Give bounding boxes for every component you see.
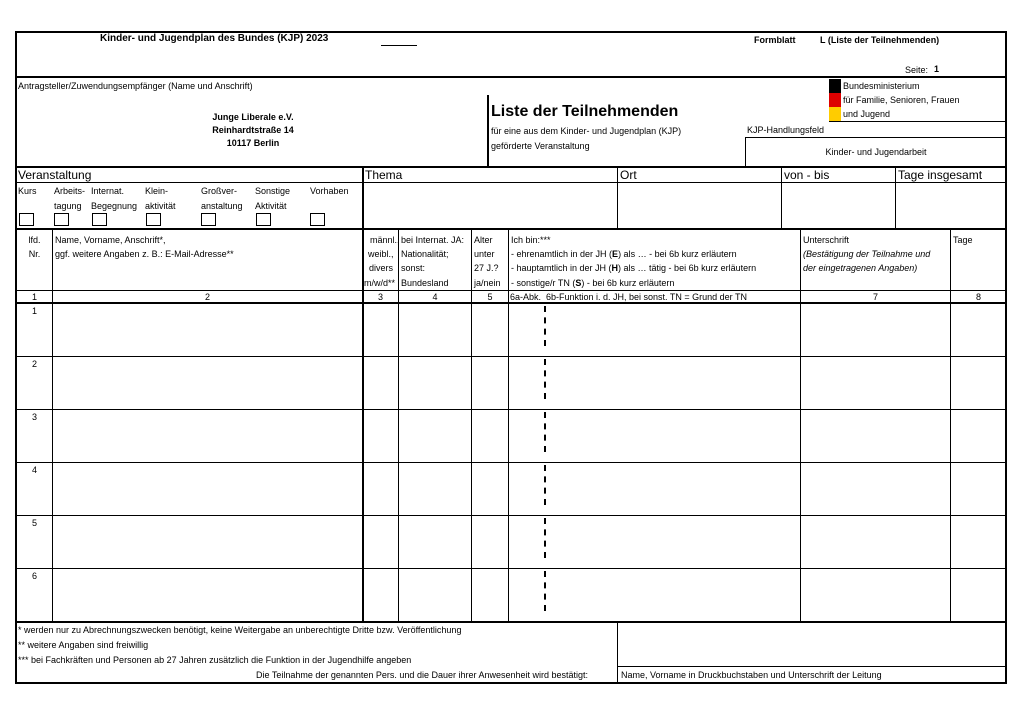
dash-separator-6 (544, 571, 546, 611)
von-bis-field[interactable] (783, 184, 894, 228)
row-number: 2 (31, 359, 37, 369)
list-title: Liste der Teilnehmenden (491, 103, 679, 120)
col5-header-4: ja/nein (474, 278, 501, 288)
type-arbeitstagung-checkbox[interactable] (54, 213, 69, 226)
col6-header-2 (511, 249, 737, 260)
col4-header-3: sonst: (401, 263, 426, 273)
type-sonstige-checkbox[interactable] (256, 213, 271, 226)
type-begegnung-label-2: Begegnung (91, 201, 138, 211)
type-kurs-checkbox[interactable] (19, 213, 34, 226)
list-subtitle-2: geförderte Veranstaltung (491, 141, 590, 151)
list-title-divider (487, 95, 489, 167)
row-number: 1 (31, 306, 37, 316)
event-divider-bottom (15, 228, 1007, 230)
formblatt-value: L (Liste der Teilnehmenden) (820, 35, 940, 45)
type-grossveranstaltung-checkbox[interactable] (201, 213, 216, 226)
ministry-underline (829, 121, 1007, 122)
type-vorhaben-label: Vorhaben (310, 186, 349, 196)
thema-field[interactable] (364, 184, 616, 228)
type-begegnung-checkbox[interactable] (92, 213, 107, 226)
col-number-3: 3 (377, 292, 383, 302)
german-flag-icon (829, 79, 841, 121)
type-sonstige-label-1: Sonstige (255, 186, 291, 196)
col-number-6a: 6a-Abk. (510, 292, 542, 302)
col6-e-suffix: ) als … - bei 6b kurz erläutern (618, 249, 737, 259)
applicant-label: Antragsteller/Zuwendungsempfänger (Name und Anschrift) (18, 81, 253, 91)
footnote-1: * werden nur zu Abrechnungszwecken benötigt, keine Weitergabe an unberechtigte Dritte bzw. Veröffentlichung (18, 625, 462, 635)
ministry-line-3: und Jugend (843, 109, 891, 119)
year-underline (381, 45, 417, 46)
dash-separator-4 (544, 465, 546, 505)
type-arbeitstagung-label-2: tagung (54, 201, 82, 211)
type-grossveranstaltung-label-1: Großver- (201, 186, 237, 196)
ministry-line-1: Bundesministerium (843, 81, 920, 91)
col-number-5: 5 (487, 292, 493, 302)
applicant-name: Junge Liberale e.V. (212, 112, 294, 122)
page-number: 1 (934, 64, 940, 74)
row-entry-area[interactable] (53, 357, 1007, 409)
table-row (15, 304, 1007, 356)
type-kurs-label: Kurs (18, 186, 37, 196)
veranstaltung-label: Veranstaltung (18, 168, 92, 182)
col5-header-3: 27 J.? (474, 263, 499, 273)
col1-header-1: lfd. (28, 235, 41, 245)
col4-header-4: Bundesland (401, 278, 449, 288)
applicant-divider (15, 166, 1007, 168)
type-kleinaktivitaet-label-1: Klein- (145, 186, 169, 196)
col4-header-2: Nationalität; (401, 249, 449, 259)
col8-header-1: Tage (953, 235, 973, 245)
row-entry-area[interactable] (53, 463, 1007, 515)
confirmation-text: Die Teilnahme der genannten Pers. und die Dauer ihrer Anwesenheit wird bestätigt: (256, 670, 589, 680)
event-divider-2 (617, 166, 618, 229)
row-entry-area[interactable] (53, 569, 1007, 621)
col6-header-1: Ich bin:*** (511, 235, 551, 245)
col3-header-4: m/w/d** (364, 278, 396, 288)
type-kleinaktivitaet-label-2: aktivität (145, 201, 176, 211)
col1-header-2: Nr. (28, 249, 41, 259)
table-row (15, 357, 1007, 409)
footnote-2: ** weitere Angaben sind freiwillig (18, 640, 149, 650)
col7-header-3: der eingetragenen Angaben) (803, 263, 918, 273)
formblatt-label: Formblatt (754, 35, 796, 45)
flag-stripe-red (829, 93, 841, 107)
signature-label: Name, Vorname in Druckbuchstaben und Unterschrift der Leitung (621, 670, 882, 680)
row-number: 6 (31, 571, 37, 581)
col6-e-letter: E (612, 249, 619, 259)
type-arbeitstagung-label-1: Arbeits- (54, 186, 86, 196)
event-divider-3 (781, 166, 782, 229)
col-number-2: 2 (204, 292, 210, 302)
col7-header-1: Unterschrift (803, 235, 850, 245)
von-bis-label: von - bis (784, 168, 830, 182)
header-divider (15, 76, 1007, 78)
signature-field[interactable] (619, 624, 1006, 666)
row-entry-area[interactable] (53, 410, 1007, 462)
col-number-8: 8 (975, 292, 981, 302)
ort-field[interactable] (619, 184, 780, 228)
col4-header-1: bei Internat. JA: (401, 235, 465, 245)
applicant-street: Reinhardtstraße 14 (212, 125, 294, 135)
signature-underline (617, 666, 1007, 667)
applicant-city: 10117 Berlin (226, 138, 280, 148)
kjp-value: Kinder- und Jugendarbeit (825, 147, 927, 157)
footnote-3: *** bei Fachkräften und Personen ab 27 Jahren zusätzlich die Funktion in der Jugendhilfe angeben (18, 655, 412, 665)
table-row (15, 569, 1007, 621)
event-header-underline (15, 182, 1007, 183)
table-row (15, 516, 1007, 568)
program-title: Kinder- und Jugendplan des Bundes (KJP) 2023 (100, 33, 329, 44)
page-label: Seite: (905, 65, 929, 75)
type-begegnung-label-1: Internat. (91, 186, 125, 196)
row-number: 4 (31, 465, 37, 475)
col6-header-4 (511, 278, 674, 289)
col6-s-letter: S (575, 278, 582, 288)
col2-header-1: Name, Vorname, Anschrift*, (55, 235, 166, 245)
signature-left-line (617, 623, 618, 683)
row-entry-area[interactable] (53, 516, 1007, 568)
col5-header-1: Alter (474, 235, 493, 245)
col-number-7: 7 (872, 292, 878, 302)
number-row-top (15, 290, 1007, 291)
dash-separator-5 (544, 518, 546, 558)
event-divider-4 (895, 166, 896, 229)
flag-stripe-gold (829, 107, 841, 121)
col6-e-prefix: - ehrenamtlich in der JH ( (511, 249, 613, 259)
col2-header-2: ggf. weitere Angaben z. B.: E-Mail-Adresse** (55, 249, 234, 259)
type-kleinaktivitaet-checkbox[interactable] (146, 213, 161, 226)
row-number: 3 (31, 412, 37, 422)
col6-h-suffix: ) als … tätig - bei 6b kurz erläutern (618, 263, 757, 273)
list-subtitle-1: für eine aus dem Kinder- und Jugendplan (KJP) (491, 126, 682, 136)
ort-label: Ort (620, 168, 637, 182)
col6-header-3 (511, 263, 756, 274)
col3-header-1: männl., (370, 235, 400, 245)
col3-header-2: weibl., (368, 249, 394, 259)
thema-label: Thema (365, 168, 403, 182)
table-row (15, 410, 1007, 462)
dash-separator-3 (544, 412, 546, 452)
type-grossveranstaltung-label-2: anstaltung (201, 201, 243, 211)
col6-h-prefix: - hauptamtlich in der JH ( (511, 263, 612, 273)
col-number-6b: 6b-Funktion i. d. JH, bei sonst. TN = Grund der TN (546, 292, 748, 302)
col3-header-3: divers (369, 263, 394, 273)
table-row (15, 463, 1007, 515)
table-bottom (15, 621, 1007, 623)
dash-separator-2 (544, 359, 546, 399)
tage-insgesamt-field[interactable] (897, 184, 1006, 228)
col6-h-letter: H (611, 263, 619, 273)
row-number: 5 (31, 518, 37, 528)
col6-s-suffix: ) - bei 6b kurz erläutern (581, 278, 675, 288)
col7-header-2: (Bestätigung der Teilnahme und (803, 249, 931, 259)
col5-header-2: unter (474, 249, 495, 259)
ministry-line-2: für Familie, Senioren, Frauen (843, 95, 960, 105)
type-sonstige-label-2: Aktivität (255, 201, 287, 211)
kjp-label: KJP-Handlungsfeld (747, 125, 825, 135)
col-number-1: 1 (31, 292, 37, 302)
tage-insgesamt-label: Tage insgesamt (898, 168, 983, 182)
dash-separator-1 (544, 306, 546, 346)
row-entry-area[interactable] (53, 304, 1007, 356)
kjp-top-line (745, 137, 1007, 138)
flag-stripe-black (829, 79, 841, 93)
col-number-4: 4 (432, 292, 438, 302)
col6-s-prefix: - sonstige/r TN ( (511, 278, 576, 288)
type-vorhaben-checkbox[interactable] (310, 213, 325, 226)
